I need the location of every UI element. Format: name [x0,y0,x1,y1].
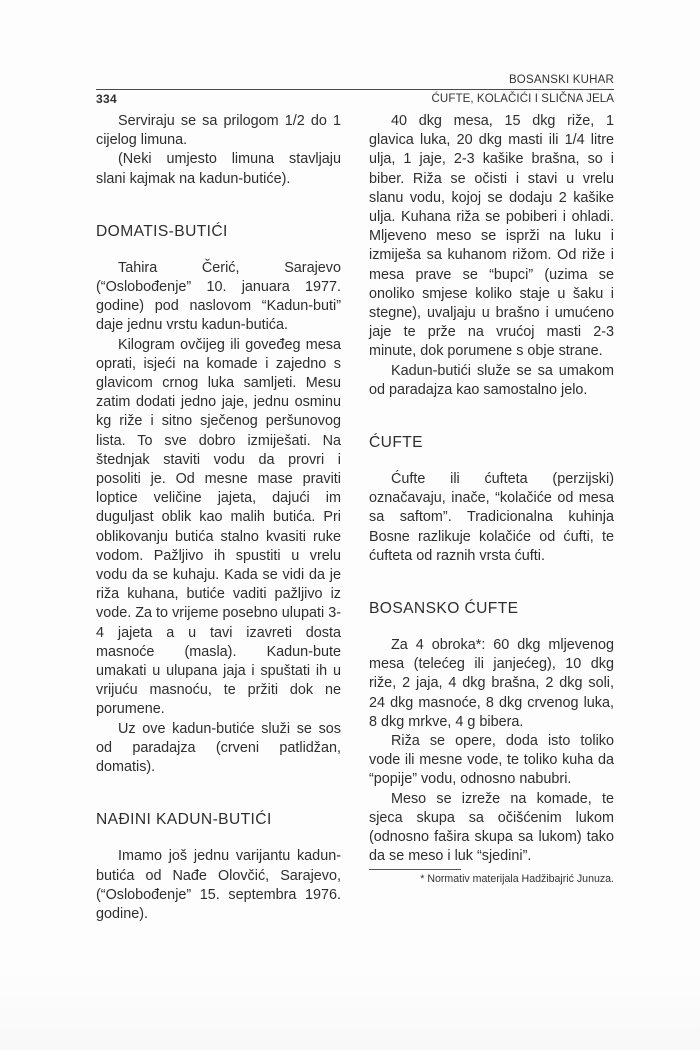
section-heading-nadjini-kadun-butici: NAĐINI KADUN-BUTIĆI [96,811,272,829]
body-columns [96,112,614,924]
paragraph: Tahira Čerić, Sarajevo (“Oslobođenje” 10. januara 1977. godine) pod naslovom “Kadun-buti” daje jednu vrstu kadun-butića. [96,259,341,334]
footnote-text: * Normativ materijala Hadžibajrić Junuza. [420,872,614,885]
section-heading-domatis-butici: DOMATIS-BUTIĆI [96,222,228,240]
paragraph: (Neki umjesto limuna stavljaju slani kajmak na kadun-butiće). [96,151,341,187]
footnote-rule [369,869,461,870]
paragraph: Za 4 obroka*: 60 dkg mljevenog mesa (telećeg ili janjećeg), 10 dkg riže, 2 jaja, 4 dkg brašna, 2 dkg soli, 24 dkg masnoće, 8 dkg crvenog luka, 8 dkg mrkve, 4 g bibera. [369,637,614,730]
right-column [369,112,614,924]
paragraph: Kadun-butići služe se sa umakom od paradajza kao samostalno jelo. [369,362,614,398]
scan-gradient [0,970,700,1050]
spacer [369,453,614,470]
paragraph: Serviraju se sa prilogom 1/2 do 1 cijelog limuna. [96,113,341,149]
spacer [96,830,341,847]
paragraph: Meso se izreže na komade, te sjeca skupa sa očišćenim lukom (odnosno fašira skupa sa lukom) tako da se meso i luk “sjedini”. [369,790,614,865]
spacer [96,242,341,259]
spacer [96,189,341,222]
section-title: ĆUFTE, KOLAČIĆI I SLIČNA JELA [431,93,614,105]
footnote-area [369,869,614,886]
spacer [96,777,341,810]
running-head [96,74,614,107]
paragraph: Kilogram ovčijeg ili goveđeg mesa oprati, isjeći na komade i zajedno s glavicom crnog luka samljeti. Mesu zatim dodati jedno jaje, jednu osminu kg riže i sitno sječenog peršunovog lista. To sve dobro izmiješati. Na štednjak staviti vodu da provri i posoliti je. Od mesne mase praviti loptice veličine jajeta, dajući im duguljast oblik kao malih butića. Pri oblikovanju butića stalno kvasiti ruke vodom. Pažljivo ih spustiti u vrelu vodu da se kuhaju. Kada se vidi da je riža kuhana, butiće vaditi pažljivo iz vode. Za to vrijeme posebno ulupati 3-4 jajeta a u tavi izavreti dosta masnoće (masla). Kadun-bute umakati u ulupana jaja i spuštati ih u vrijuću masnoću, te pržiti dok ne porumene. [96,336,341,718]
paragraph: Ćufte ili ćufteta (perzijski) označavaju, inače, “kolačiće od mesa sa saftom”. Tradicionalna kuhinja Bosne razlikuje kolačiće od ćufti, te ćufteta od raznih vrsta ćufti. [369,471,614,564]
paragraph: 40 dkg mesa, 15 dkg riže, 1 glavica luka, 20 dkg masti ili 1/4 litre ulja, 1 jaje, 2-3 kašike brašna, so i biber. Riža se očisti i stavi u vrelu slanu vodu, kojoj se dodaju 2 kašike ulja. Kuhana riža se pobiberi i ohladi. Mljeveno meso se isprži na luku i izmiješa sa kuhanom rižom. Od riže i mesa prave se “bupci” (uzima se onoliko smjese koliko staje u šaku i stegne), uvaljaju u brašno i umućeno jaje te prže na vrućoj masti 2-3 minute, dok porumene s obje strane. [369,113,614,360]
section-heading-cufte: ĆUFTE [369,434,423,452]
paragraph: Riža se opere, doda isto toliko vode ili mesne vode, te toliko kuha da “popije” vodu, odnosno nabubri. [369,733,614,788]
spacer [369,619,614,636]
spacer [369,566,614,599]
left-column [96,112,341,924]
spacer [369,400,614,433]
book-title: BOSANSKI KUHAR [508,74,614,86]
section-heading-bosansko-cufte: BOSANSKO ĆUFTE [369,600,519,618]
paragraph: Imamo još jednu varijantu kadun-butića od Nađe Olovčić, Sarajevo, (“Oslobođenje” 15. septembra 1976. godine). [96,848,341,922]
page-number: 334 [96,92,117,106]
paragraph: Uz ove kadun-butiće služi se sos od paradajza (crveni patlidžan, domatis). [96,720,341,776]
